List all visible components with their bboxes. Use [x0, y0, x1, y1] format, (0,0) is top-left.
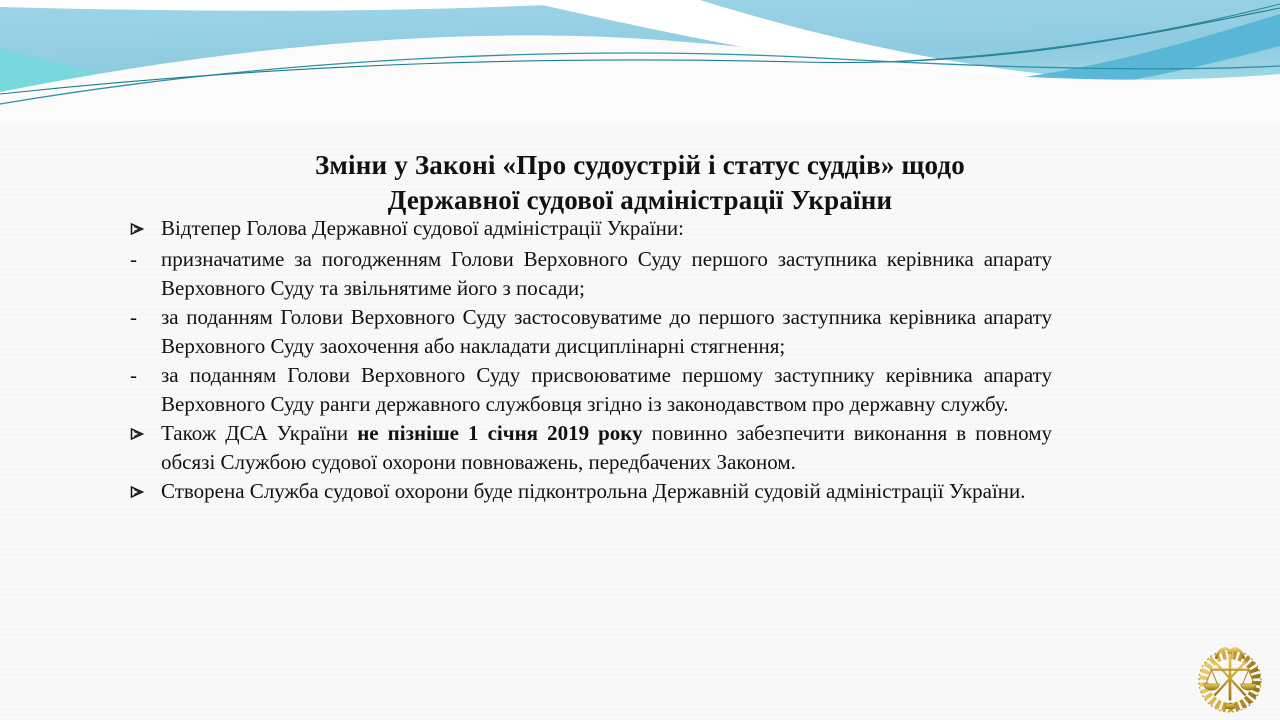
- bold-text-segment: не пізніше 1 січня 2019 року: [357, 421, 643, 445]
- text-segment: Створена Служба судової охорони буде підконтрольна Державній судовій адміністрації України.: [161, 479, 1026, 503]
- list-item: [130, 477, 1052, 508]
- arrow-bullet-icon: [130, 477, 161, 508]
- dash-bullet: -: [130, 247, 137, 271]
- list-item: [130, 419, 1052, 477]
- list-item-text: [161, 477, 1052, 506]
- bullet-list: [130, 214, 1052, 508]
- arrow-bullet-icon: [130, 419, 161, 450]
- list-item: [130, 214, 1052, 245]
- list-item: [130, 245, 1052, 303]
- list-item: [130, 303, 1052, 361]
- list-item-text: [161, 419, 1052, 477]
- list-item-text: [161, 303, 1052, 361]
- arrow-bullet-icon: [130, 214, 161, 245]
- header-wave-decoration: [0, 0, 1280, 126]
- text-segment: Також ДСА України: [161, 421, 358, 445]
- list-item-text: [161, 214, 1052, 243]
- list-item: [130, 361, 1052, 419]
- slide-title-line1: Зміни у Законі «Про судоустрій і статус суддів» щодо: [314, 150, 965, 181]
- list-item-text: [161, 361, 1052, 419]
- dash-bullet: -: [130, 305, 137, 329]
- list-item-text: [161, 245, 1052, 303]
- text-segment: за поданням Голови Верховного Суду застосовуватиме до першого заступника керівника апарату Верховного Суду заохочення або накладати дисциплінарні стягнення;: [161, 305, 1052, 358]
- text-segment: Відтепер Голова Державної судової адміністрації України:: [161, 216, 684, 240]
- slide-title: [0, 148, 1280, 218]
- dash-bullet: -: [130, 363, 137, 387]
- text-segment: призначатиме за погодженням Голови Верховного Суду першого заступника керівника апарату Верховного Суду та звільнятиме його з посади;: [161, 247, 1052, 300]
- text-segment: повинно забезпечити виконання в повному обсязі Службою судової охорони повноважень, передбачених Законом.: [161, 421, 1053, 474]
- court-emblem-logo: [1193, 645, 1267, 713]
- text-segment: за поданням Голови Верховного Суду присвоюватиме першому заступнику керівника апарату Верховного Суду ранги державного службовця згідно із законодавством про державну службу.: [161, 363, 1052, 416]
- slide-title-line2: Державної судової адміністрації України: [387, 185, 893, 216]
